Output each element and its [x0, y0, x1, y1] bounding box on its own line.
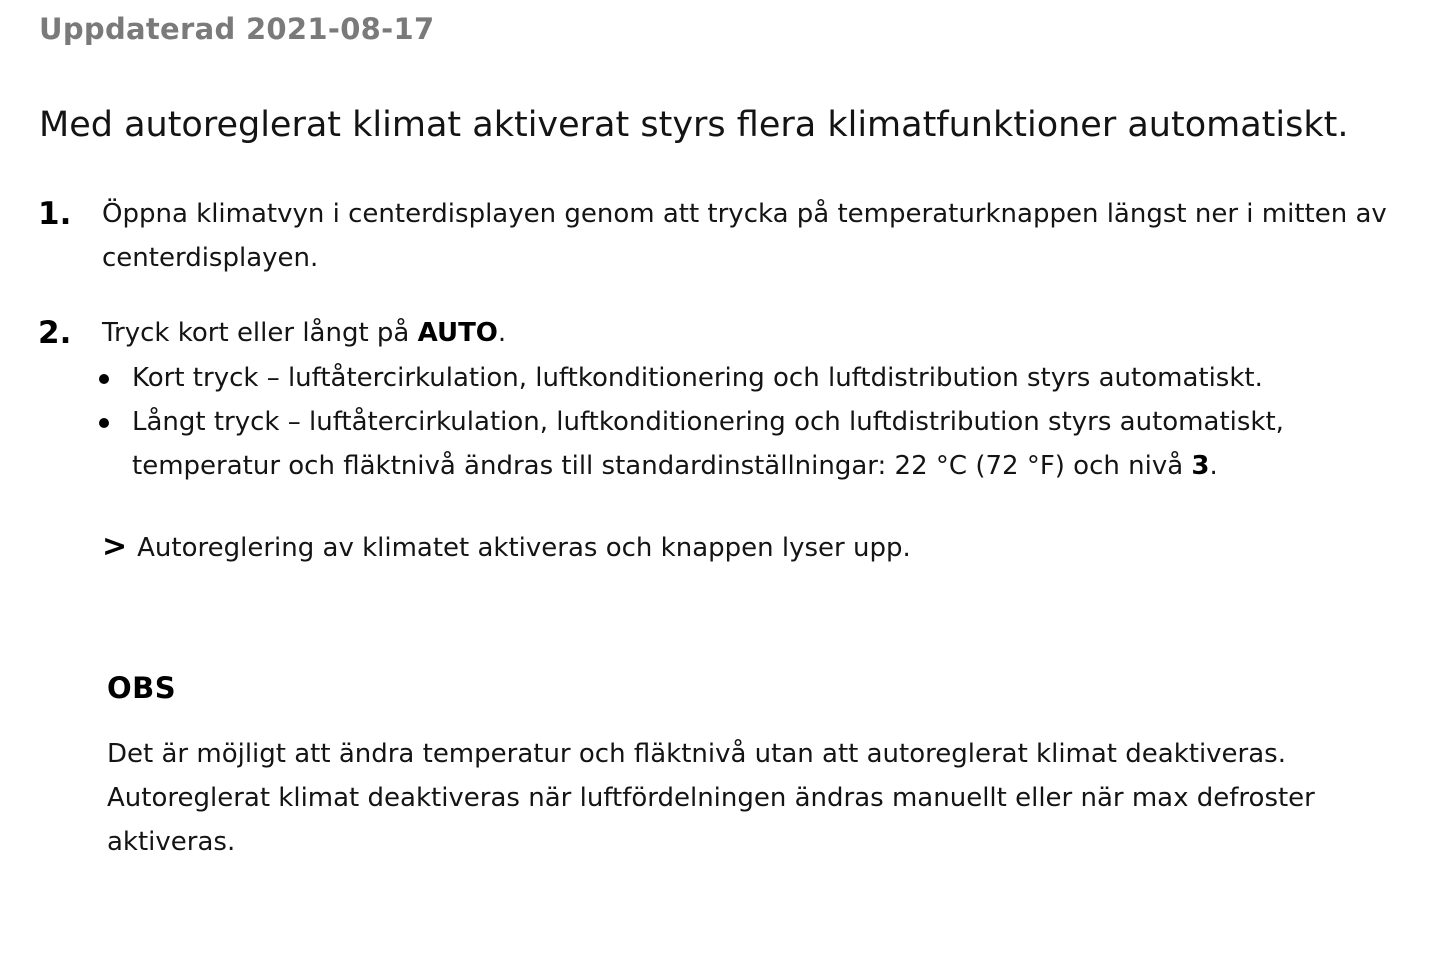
bullet-text-end: . — [1209, 451, 1218, 481]
note-text: Det är möjligt att ändra temperatur och fläktnivå utan att autoreglerat klimat deaktiveras. Autoreglerat klimat deaktiveras när luftfördelningen ändras manuellt eller när max defroster aktiveras. — [107, 739, 1315, 857]
bullet-dot-icon — [99, 418, 109, 428]
step-text: Öppna klimatvyn i centerdisplayen genom att trycka på temperaturknappen längst ner i mitten av centerdisplayen. — [102, 199, 1387, 273]
bullet-text: Långt tryck – luftåtercirkulation, luftkonditionering och luftdistribution styrs automatiskt, temperatur och fläktnivå ändras till standardinställningar: 22 °C (72 °F) och nivå — [132, 407, 1284, 481]
step-2-bullet-list — [93, 356, 1383, 488]
step-text — [102, 311, 1402, 355]
bullet-long-press — [93, 400, 1383, 488]
updated-date: Uppdaterad 2021-08-17 — [39, 12, 435, 46]
result-arrow-icon: > — [102, 529, 128, 564]
step-number: 1. — [38, 196, 72, 232]
bullet-short-press — [93, 356, 1383, 400]
bullet-text: Kort tryck – luftåtercirkulation, luftkonditionering och luftdistribution styrs automatiskt. — [132, 363, 1263, 393]
step-text-part: . — [497, 318, 507, 348]
step-text-part: Tryck kort eller långt på — [102, 318, 418, 348]
auto-keyword: AUTO — [417, 318, 498, 348]
result-text: Autoreglering av klimatet aktiveras och knappen lyser upp. — [137, 533, 911, 563]
bullet-dot-icon — [99, 374, 109, 384]
step-result — [102, 525, 1382, 570]
step-number: 2. — [38, 315, 72, 351]
level-value: 3 — [1191, 451, 1210, 481]
note-title: OBS — [107, 671, 177, 705]
intro-text: Med autoreglerat klimat aktiverat styrs flera klimatfunktioner automatiskt. — [39, 105, 1349, 145]
note-box — [107, 666, 1347, 864]
